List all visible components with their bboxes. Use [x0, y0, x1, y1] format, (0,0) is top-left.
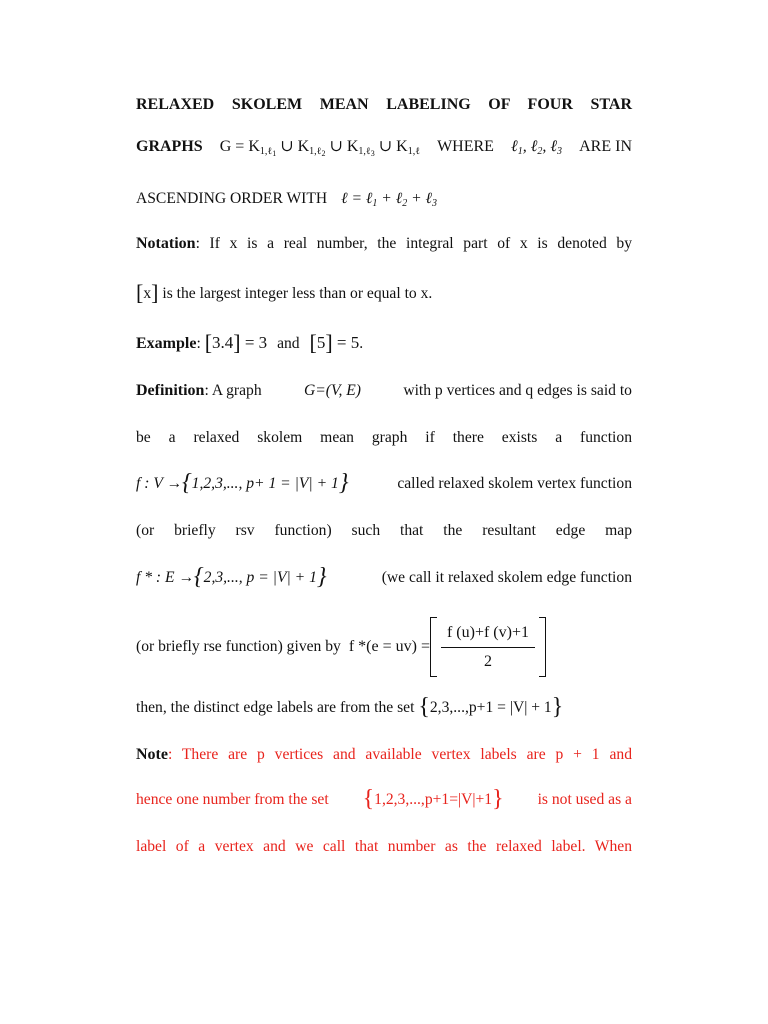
graphs-word: GRAPHS [136, 138, 203, 155]
definition-line-4: (or briefly rsv function) such that the resultant edge map [136, 522, 632, 539]
example-math-2: [5] = 5 [309, 330, 360, 355]
are-in-text: ARE IN [579, 138, 632, 155]
vertex-label-set-math: {1,2,3,...,p+1=|V|+1} [362, 786, 504, 812]
example-math-1: [3.4] = 3 [204, 330, 268, 355]
rse-ceiling-fraction [430, 617, 546, 677]
ell-sum: ℓ = ℓ$_1$ + ℓ$_2$ + ℓ$_3$ [341, 190, 438, 209]
definition-line-2: be a relaxed skolem mean graph if there exists a function [136, 429, 632, 446]
example-line: Example: [3.4] = 3 and [5] = 5. [136, 330, 364, 355]
fraction-numerator: f (u)+f (v)+1 [441, 623, 535, 648]
ascending-order-text: ASCENDING ORDER WITH [136, 190, 328, 207]
example-label: Example [136, 335, 197, 352]
paper-title-line-1: RELAXED SKOLEM MEAN LABELING OF FOUR STAR [136, 96, 632, 113]
edge-label-set-math: {2,3,...,p+1 = |V| + 1} [418, 694, 564, 720]
ell-list: ℓ$_1$, ℓ$_2$, ℓ$_3$ [511, 138, 563, 157]
definition-line-1: Definition: A graph G=(V, E) with p vertices and q edges is said to [136, 380, 632, 402]
notation-line-2-text: is the largest integer less than or equal to x. [162, 285, 433, 302]
notation-line-1 [136, 233, 632, 255]
rse-lhs: f *(e = uv) = [348, 638, 430, 655]
definition-line-5: f * : E →{2,3,..., p = |V| + 1} (we call it relaxed skolem edge function [136, 564, 632, 590]
notation-text: : If x is a real number, the integral part of x is denoted by [195, 235, 632, 252]
where-word: WHERE [437, 138, 494, 155]
notation-line-2 [136, 280, 632, 305]
definition-line-7: then, the distinct edge labels are from the set {2,3,...,p+1 = |V| + 1} [136, 694, 564, 720]
note-label: Note [136, 746, 168, 763]
definition-line-3: f : V →{1,2,3,..., p+ 1 = |V| + 1} called relaxed skolem vertex function [136, 470, 632, 496]
definition-line-6: (or briefly rse function) given by f *(e = uv) = $\frac{f (u)+f (v)+1}{2}$ [136, 616, 632, 678]
paper-title-line-2 [136, 136, 632, 158]
fraction-denominator: 2 [483, 652, 492, 670]
definition-label: Definition [136, 382, 205, 399]
example-and: and [277, 335, 300, 352]
vertex-function-math: f : V →{1,2,3,..., p+ 1 = |V| + 1} [136, 470, 349, 496]
note-line-2: hence one number from the set {1,2,3,...,p+1=|V|+1} is not used as a [136, 786, 632, 812]
graph-formula: $G = K_{1,\ell_1}$ ∪ $K_{1,\ell_2}$ ∪ $K_{1,\ell_3}$ ∪ $K_{1,\ell}$ [219, 138, 420, 158]
note-line-3: label of a vertex and we call that number as the relaxed label. When [136, 838, 632, 855]
graph-ve-math: G=(V, E) [303, 382, 361, 399]
note-line-1: Note: There are p vertices and available vertex labels are p + 1 and [136, 746, 632, 763]
edge-function-math: f * : E →{2,3,..., p = |V| + 1} [136, 564, 327, 590]
notation-label: Notation [136, 235, 196, 252]
paper-title-line-3 [136, 188, 632, 210]
integral-part-math: [x] [136, 280, 159, 305]
